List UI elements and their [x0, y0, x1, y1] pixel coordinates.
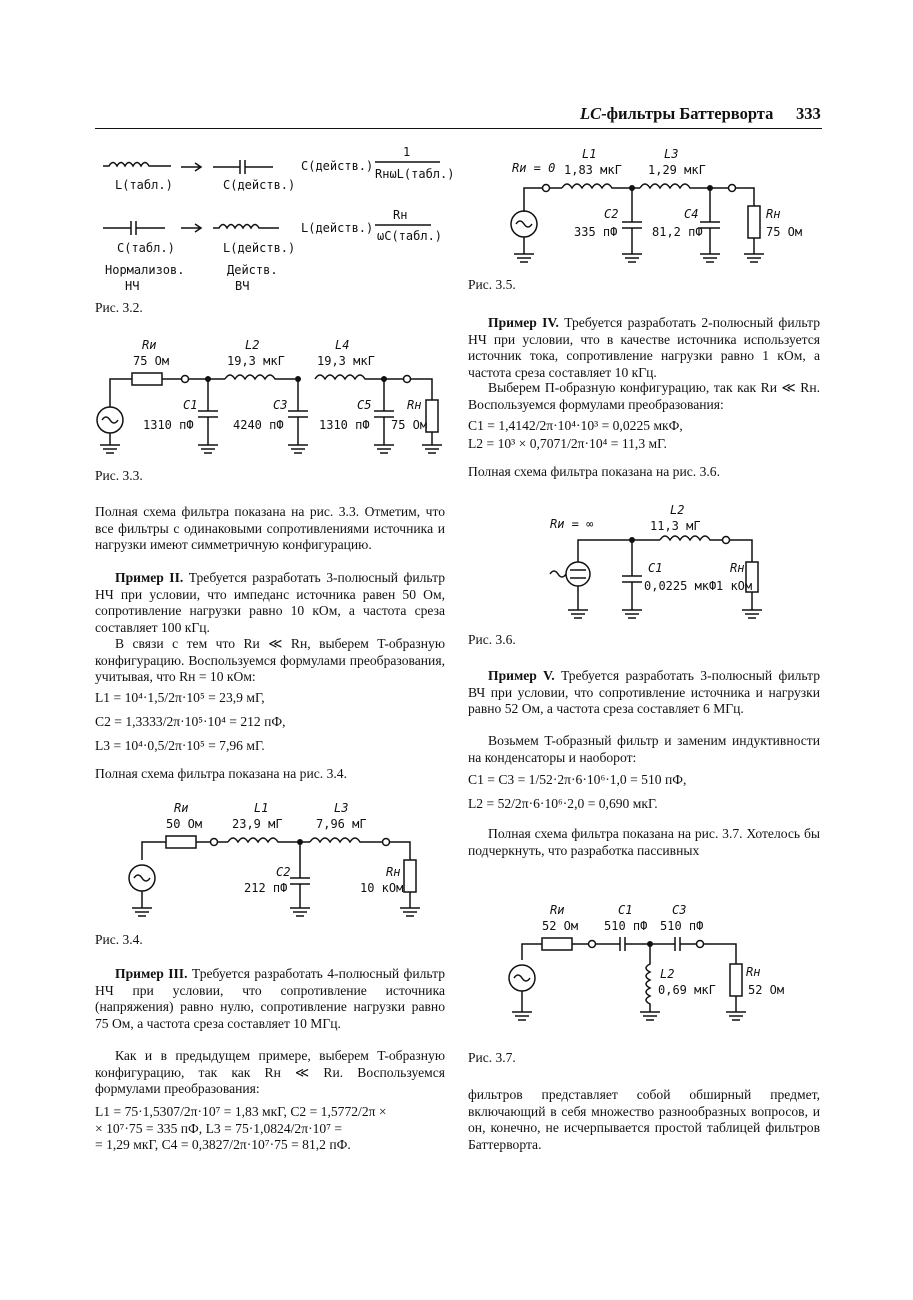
inductor-l1 — [228, 838, 300, 842]
label-actual: Действ. — [227, 263, 278, 277]
paragraph: Полная схема фильтра показана на рис. 3.7. Хотелось бы подчеркнуть, что разработка пассивных — [468, 826, 820, 858]
ri-value: 75 Ом — [133, 354, 170, 368]
l1-value: 1,83 мкГ — [564, 163, 622, 177]
label-highpass: ВЧ — [235, 279, 250, 293]
inductor-l3 — [310, 838, 382, 842]
resistor-rn — [404, 860, 416, 892]
label-l-actual: L(действ.) — [223, 241, 296, 255]
c3-value: 510 пФ — [660, 919, 704, 933]
l1-label: L1 — [582, 147, 597, 161]
c1-label: C1 — [618, 903, 633, 917]
equation-line: = 1,29 мкГ, C4 = 0,3827/2π·10⁷·75 = 81,2 пФ. — [95, 1137, 351, 1152]
paragraph: В связи с тем что Rи ≪ Rн, выберем T-образную конфигурацию. Воспользуемся формулами преобразования, учитывая, что Rн = 10 кОм: — [95, 636, 445, 684]
c2-value: 335 пФ — [574, 225, 618, 239]
caption-fig-3-7: Рис. 3.7. — [468, 1050, 516, 1065]
c1-value: 1310 пФ — [143, 418, 194, 432]
arrow-icon — [181, 224, 201, 232]
paragraph: Пример III. Требуется разработать 4-полюсный фильтр НЧ при условии, что сопротивление источника (напряжения) равно нулю, сопротивление нагрузки равно 75 Ом, а частота среза составляет 10 МГц. — [95, 966, 445, 1031]
l2-label: L2 — [670, 503, 685, 517]
c4-label: C4 — [684, 207, 699, 221]
c1-value: 0,0225 мкФ — [644, 579, 717, 593]
capacitor-symbol — [213, 160, 273, 174]
inductor-l3 — [640, 184, 710, 188]
inductor-l2 — [646, 944, 650, 1012]
ri-label: Rи — [174, 801, 189, 815]
figure-3-3 — [95, 335, 455, 465]
label-c-actual-2: C(действ.) — [301, 159, 374, 173]
c3-label: C3 — [273, 398, 288, 412]
c3-label: C3 — [672, 903, 687, 917]
rn-label: Rн — [746, 965, 761, 979]
caption-fig-3-5: Рис. 3.5. — [468, 277, 516, 292]
c5-value: 1310 пФ — [319, 418, 370, 432]
inductor-l2 — [660, 536, 722, 540]
l2-label: L2 — [245, 338, 260, 352]
inductor-symbol — [103, 163, 171, 167]
equation-c: C1 = C3 = 1/52·2π·6·10⁶·1,0 = 510 пФ, — [468, 772, 687, 787]
l1-value: 23,9 мГ — [232, 817, 283, 831]
c1-label: C1 — [648, 561, 663, 575]
equation-block — [95, 1104, 445, 1154]
l2-value: 19,3 мкГ — [227, 354, 285, 368]
rn-value: 1 кОм — [716, 579, 753, 593]
c3-value: 4240 пФ — [233, 418, 284, 432]
resistor-ri — [166, 836, 196, 848]
l3-label: L3 — [334, 801, 349, 815]
paragraph: Пример IV. Требуется разработать 2-полюсный фильтр НЧ при условии, что в качестве источника используется источник тока, сопротивление нагрузки равно 1 кОм, а частота среза составляет 10 кГц. — [468, 315, 820, 380]
paragraph: Полная схема фильтра показана на рис. 3.4. — [95, 766, 347, 781]
l3-value: 1,29 мкГ — [648, 163, 706, 177]
paragraph: Как и в предыдущем примере, выберем T-образную конфигурацию, так как Rн ≪ Rи. Воспользуемся формулами преобразования: — [95, 1048, 445, 1096]
formula-numerator: 1 — [403, 145, 411, 159]
formula-denominator: ωC(табл.) — [377, 229, 443, 243]
inductor-symbol — [213, 225, 279, 229]
paragraph: фильтров представляет собой обширный предмет, включающий в себя множество разнообразных вопросов, и он, конечно, не исчерпывается простой таблицей фильтров Баттерворта. — [468, 1087, 820, 1152]
ri-label: Rи = 0 — [512, 161, 556, 175]
label-c-actual: C(действ.) — [223, 178, 296, 192]
header-rule — [95, 128, 822, 129]
formula-numerator: Rн — [393, 208, 408, 222]
c1-value: 510 пФ — [604, 919, 648, 933]
resistor-rn — [748, 206, 760, 238]
equation-l2: L2 = 10³ × 0,7071/2π·10⁴ = 11,3 мГ. — [468, 436, 667, 451]
equation-line: L1 = 75·1,5307/2π·10⁷ = 1,83 мкГ, C2 = 1,5772/2π × — [95, 1104, 387, 1119]
paragraph: Полная схема фильтра показана на рис. 3.3. Отметим, что все фильтры с одинаковыми сопротивлениями источника и нагрузки имеют симметричную конфигурацию. — [95, 504, 445, 552]
equation-line: × 10⁷·75 = 335 пФ, L3 = 75·1,0824/2π·10⁷ = — [95, 1120, 343, 1136]
caption-fig-3-3: Рис. 3.3. — [95, 468, 143, 483]
l4-label: L4 — [335, 338, 350, 352]
caption-fig-3-4: Рис. 3.4. — [95, 932, 143, 947]
paragraph: Полная схема фильтра показана на рис. 3.6. — [468, 464, 720, 479]
c5-label: C5 — [357, 398, 372, 412]
figure-3-2 — [95, 140, 455, 295]
rn-value: 10 кОм — [360, 881, 404, 895]
label-normalized: Нормализов. — [105, 263, 185, 277]
rn-label: Rн — [407, 398, 422, 412]
rn-value: 75 Ом — [766, 225, 803, 239]
resistor-ri — [132, 373, 162, 385]
rn-label: Rн — [766, 207, 781, 221]
ri-label: Rи — [142, 338, 157, 352]
l4-value: 19,3 мкГ — [317, 354, 375, 368]
arrow-icon — [181, 163, 201, 171]
equation-l3: L3 = 10⁴·0,5/2π·10⁵ = 7,96 мГ. — [95, 738, 265, 753]
l2-value: 11,3 мГ — [650, 519, 701, 533]
ri-value: 52 Ом — [542, 919, 579, 933]
c2-value: 212 пФ — [244, 881, 288, 895]
caption-fig-3-6: Рис. 3.6. — [468, 632, 516, 647]
c4-value: 81,2 пФ — [652, 225, 703, 239]
paragraph: Пример II. Требуется разработать 3-полюсный фильтр НЧ при условии, что импеданс источника равен 50 Ом, сопротивление нагрузки равно 10 кОм, а частота среза составляет 100 кГц. — [95, 570, 445, 635]
c2-label: C2 — [604, 207, 619, 221]
page-number: 333 — [796, 104, 821, 123]
resistor-ri — [542, 938, 572, 950]
equation-l: L2 = 52/2π·6·10⁶·2,0 = 0,690 мкГ. — [468, 796, 658, 811]
c1-label: C1 — [183, 398, 198, 412]
running-title: LC-фильтры Баттерворта — [580, 104, 774, 123]
l3-value: 7,96 мГ — [316, 817, 367, 831]
equation-l1: L1 = 10⁴·1,5/2π·10⁵ = 23,9 мГ, — [95, 690, 265, 705]
figure-3-4 — [120, 800, 430, 925]
paragraph: Возьмем T-образный фильтр и заменим индуктивности на конденсаторы и наоборот: — [468, 733, 820, 765]
caption-fig-3-2: Рис. 3.2. — [95, 300, 143, 315]
paragraph: Выберем П-образную конфигурацию, так как Rи ≪ Rн. Воспользуемся формулами преобразования: — [468, 380, 820, 412]
equation-c1: C1 = 1,4142/2π·10⁴·10³ = 0,0225 мкФ, — [468, 418, 683, 433]
resistor-rn — [426, 400, 438, 432]
l2-value: 0,69 мкГ — [658, 983, 716, 997]
resistor-rn — [730, 964, 742, 996]
ri-label: Rи — [550, 903, 565, 917]
rn-label: Rн — [730, 561, 745, 575]
figure-3-5 — [470, 142, 810, 272]
capacitor-symbol — [103, 221, 165, 235]
l2-label: L2 — [660, 967, 675, 981]
figure-3-6 — [540, 498, 780, 628]
l1-label: L1 — [254, 801, 269, 815]
current-source-icon — [566, 562, 590, 586]
paragraph: Пример V. Требуется разработать 3-полюсный фильтр ВЧ при условии, что сопротивление источника и нагрузки равно 52 Ом, а частота среза составляет 6 МГц. — [468, 668, 820, 716]
label-l-table: L(табл.) — [115, 178, 173, 192]
l3-label: L3 — [664, 147, 679, 161]
formula-denominator: RнωL(табл.) — [375, 167, 455, 181]
c2-label: C2 — [276, 865, 291, 879]
equation-c2: C2 = 1,3333/2π·10⁵·10⁴ = 212 пФ, — [95, 714, 286, 729]
rn-value: 52 Ом — [748, 983, 785, 997]
label-lowpass: НЧ — [125, 279, 140, 293]
inductor-l1 — [562, 184, 632, 188]
ri-label: Rи = ∞ — [550, 517, 594, 531]
figure-3-7 — [500, 900, 800, 1035]
rn-label: Rн — [386, 865, 401, 879]
label-c-table: C(табл.) — [117, 241, 175, 255]
ri-value: 50 Ом — [166, 817, 203, 831]
label-l-actual-2: L(действ.) — [301, 221, 374, 235]
inductor-l2 — [225, 375, 295, 379]
rn-value: 75 Ом — [391, 418, 428, 432]
